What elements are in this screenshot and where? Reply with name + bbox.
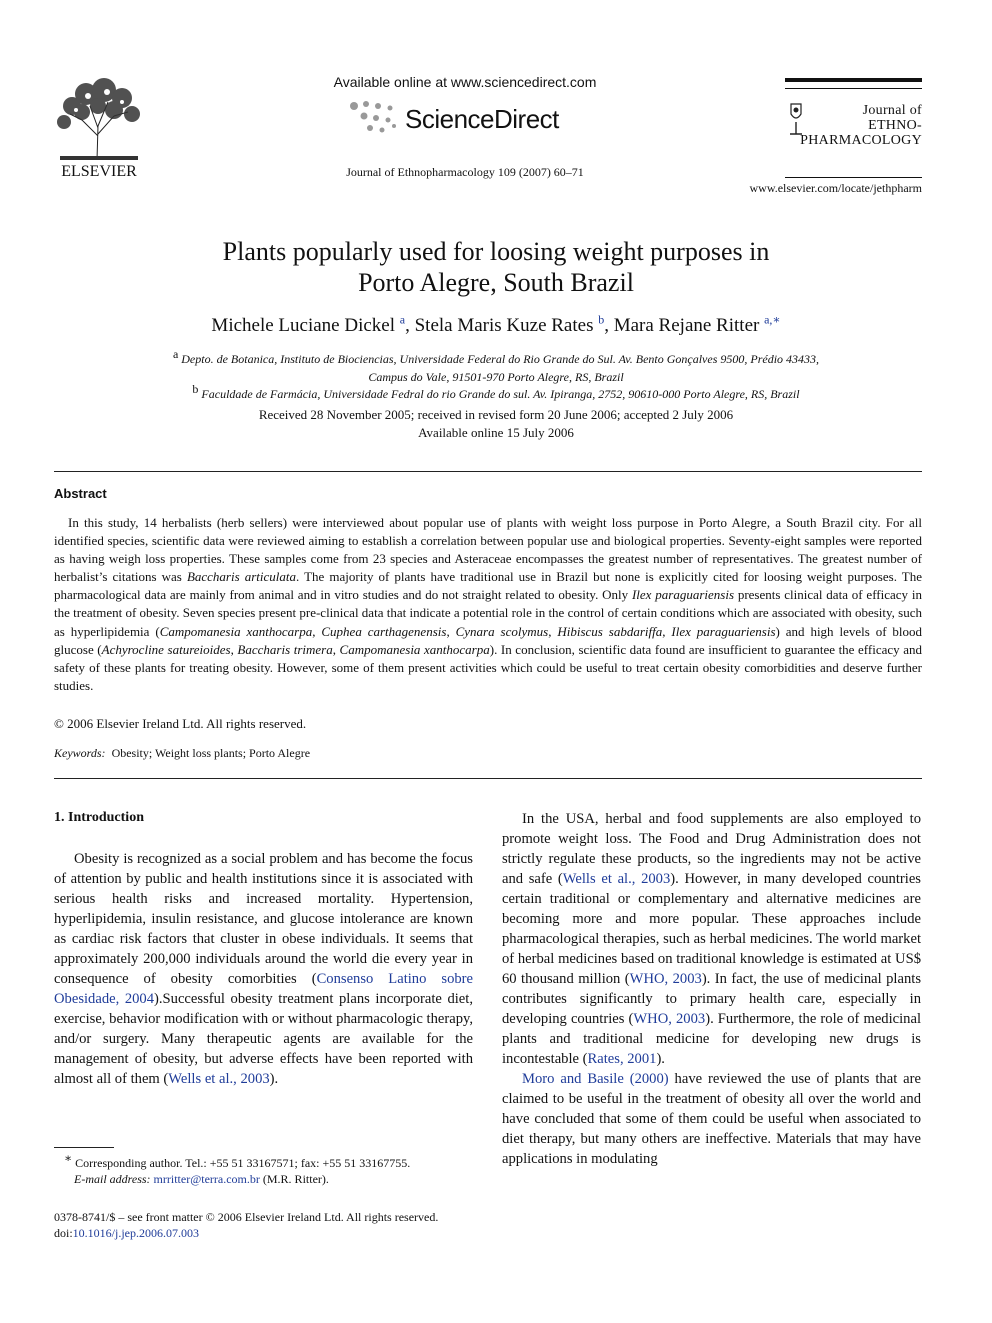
divider xyxy=(54,778,922,779)
affil-mark: a xyxy=(172,347,179,361)
article-history xyxy=(100,406,892,442)
abstract-copyright: © 2006 Elsevier Ireland Ltd. All rights reserved. xyxy=(54,716,307,731)
author-name: Mara Rejane Ritter xyxy=(613,315,760,336)
title-line-2: Porto Alegre, South Brazil xyxy=(358,268,634,297)
keywords-label: Keywords: xyxy=(54,746,106,760)
affiliation-b xyxy=(80,382,912,403)
journal-name xyxy=(790,103,922,148)
email-label: E-mail address: xyxy=(74,1172,151,1186)
issn-line: 0378-8741/$ – see front matter © 2006 Elsevier Ireland Ltd. All rights reserved. xyxy=(54,1210,439,1224)
doi-link[interactable]: 10.1016/j.jep.2006.07.003 xyxy=(72,1226,199,1240)
sciencedirect-brand: ScienceDirect xyxy=(405,104,559,134)
author-name: Michele Luciane Dickel xyxy=(211,315,396,336)
affiliation-a xyxy=(80,347,912,386)
affiliation-link[interactable]: a xyxy=(399,312,406,327)
author-list: Michele Luciane Dickel $^a$, Stela Maris Kuze Rates $^b$, Mara Rejane Ritter $^{a,∗}$ xyxy=(211,312,781,336)
citation-link[interactable]: Wells et al., 2003 xyxy=(168,1071,270,1087)
affil-a-line1: Depto. de Botanica, Instituto de Biociencias, Universidade Federal do Rio Grande do Sul. Av. Bento Gonçalves 9500, Prédio 43433, xyxy=(181,352,820,366)
footnote-text: Corresponding author. Tel.: +55 51 33167571; fax: +55 51 33167755. xyxy=(75,1156,411,1170)
affil-b-text: Faculdade de Farmácia, Universidade Fedral do rio Grande do sul. Av. Ipiranga, 2752, 90610-000 Porto Alegre, RS, Brazil xyxy=(201,387,800,401)
abstract-heading: Abstract xyxy=(54,486,107,501)
citation-link[interactable]: Moro and Basile (2000) xyxy=(522,1071,669,1087)
citation-link[interactable]: Wells et al., 2003 xyxy=(562,871,671,887)
citation-link[interactable]: Rates, 2001 xyxy=(587,1051,657,1067)
affil-a-line2: Campus do Vale, 91501-970 Porto Alegre, RS, Brazil xyxy=(368,370,624,384)
article-title xyxy=(100,236,892,298)
received-dates: Received 28 November 2005; received in revised form 20 June 2006; accepted 2 July 2006 xyxy=(258,407,734,422)
email-owner: (M.R. Ritter). xyxy=(262,1172,329,1186)
affil-mark: b xyxy=(192,382,199,396)
available-date: Available online 15 July 2006 xyxy=(418,425,574,440)
citation-link[interactable]: Consenso Latino sobre Obesidade, 2004 xyxy=(54,971,473,1007)
author-name: Stela Maris Kuze Rates xyxy=(414,315,594,336)
email-link[interactable]: mrritter@terra.com.br xyxy=(153,1172,260,1186)
abstract-text: In this study, 14 herbalists (herb sellers) were interviewed about popular use of plants with weight loss purpose in Porto Alegre, a South Brazil city. For all identified species, scientific data were reviewed aiming to establish a correlation between popular use and biological properties. Seventy-eight samples were reported as having weigh loss properties. These samples come from 23 species and Asteraceae encompasses the greatest number of representatives. The greatest number of herbalist’s citations was Baccharis articulata. The majority of plants have traditional use in Brazil but none is explicitly cited for loosing weight purposes. The pharmacological data are mainly from animal and in vitro studies and do not straight related to obesity. Only Ilex paraguariensis presents clinical data of efficacy in the treatment of obesity. Seven species present pre-clinical data that indicate a potential role in the control of certain conditions which are associated with obesity, such as hyperlipidemia (Campomanesia xanthocarpa, Cuphea carthagenensis, Cynara scolymus, Hibiscus sabdariffa, Ilex paraguariensis) and high levels of blood glucose (Achyrocline satureioides, Baccharis trimera, Campomanesia xanthocarpa). In conclusion, scientific data found are insufficient to guarantee the efficacy and safety of these plants for treating obesity. However, some of them present activities which could be useful to treat certain obesity comorbidities and deserve further studies. xyxy=(54,515,923,693)
right-column: In the USA, herbal and food supplements are also employed to promote weight loss. The Food and Drug Administration does not strictly regulate these products, so the ingredients may not be active and safe (Wells et al., 2003). However, in many developed countries certain traditional or complementary and alternative medicines are becoming more and more popular. These approaches include pharmacological therapies, such as herbal medicines. The world market of herbal medicines based on traditional knowledge is estimated at US$ 60 thousand million (WHO, 2003). In fact, the use of medicinal plants contributes significantly to primary health care, especially in developing countries (WHO, 2003). Furthermore, the role of medicinal plants and traditional medicine for developing new drugs is incontestable (Rates, 2001). Moro and Basile (2000) have reviewed the use of plants that are claimed to be useful in the treatment of obesity all over the world and have concluded that some of them could be useful when associated to diet therapy, but many others are ineffective. Materials that may have applications in modulating xyxy=(502,811,922,1167)
affiliation-link[interactable]: b xyxy=(598,312,605,327)
journal-top-bar xyxy=(785,78,922,82)
title-line-1: Plants popularly used for loosing weight purposes in xyxy=(222,237,770,266)
corresponding-author-note xyxy=(54,1151,494,1187)
footnote-divider xyxy=(54,1147,114,1148)
available-online-text: Available online at www.sciencedirect.com xyxy=(333,74,597,90)
publisher-name: ELSEVIER xyxy=(61,163,137,178)
keywords-list: Obesity; Weight loss plants; Porto Alegre xyxy=(111,746,311,760)
keywords xyxy=(54,746,922,761)
journal-url[interactable]: www.elsevier.com/locate/jethpharm xyxy=(749,181,922,195)
divider xyxy=(54,471,922,472)
citation-link[interactable]: WHO, 2003 xyxy=(633,1011,706,1027)
journal-name-line2: ETHNO- xyxy=(868,118,922,133)
elsevier-tree-logo xyxy=(52,76,146,178)
journal-name-line1: Journal of xyxy=(862,103,922,118)
journal-citation: Journal of Ethnopharmacology 109 (2007) 60–71 xyxy=(346,165,584,179)
left-column: Obesity is recognized as a social problem and has become the focus of attention by public and health institutions since it is associated with serious health risks and increased mortality. Hypertension, hyperlipidemia, insulin resistance, and glucose intolerance are known as cardiac risk factors that cluster in obese individuals. It seems that approximately 200,000 individuals around the world die every year in consequence of obesity comorbities (Consenso Latino sobre Obesidade, 2004).Successful obesity treatment plans incorporate diet, exercise, behavior modification with or without pharmacologic therapy, and/or surgery. Many therapeutic agents are available for the management of obesity, but adverse effects have been reported with almost all of them (Wells et al., 2003). xyxy=(54,851,473,1087)
section-heading: 1. Introduction xyxy=(54,810,144,825)
citation-link[interactable]: WHO, 2003 xyxy=(629,971,702,987)
journal-name-line3: PHARMACOLOGY xyxy=(800,133,922,148)
footnote-mark: ∗ xyxy=(64,1151,73,1165)
affiliation-link[interactable]: a,∗ xyxy=(764,312,781,327)
doi-label: doi: xyxy=(54,1226,73,1240)
front-matter xyxy=(54,1209,494,1241)
